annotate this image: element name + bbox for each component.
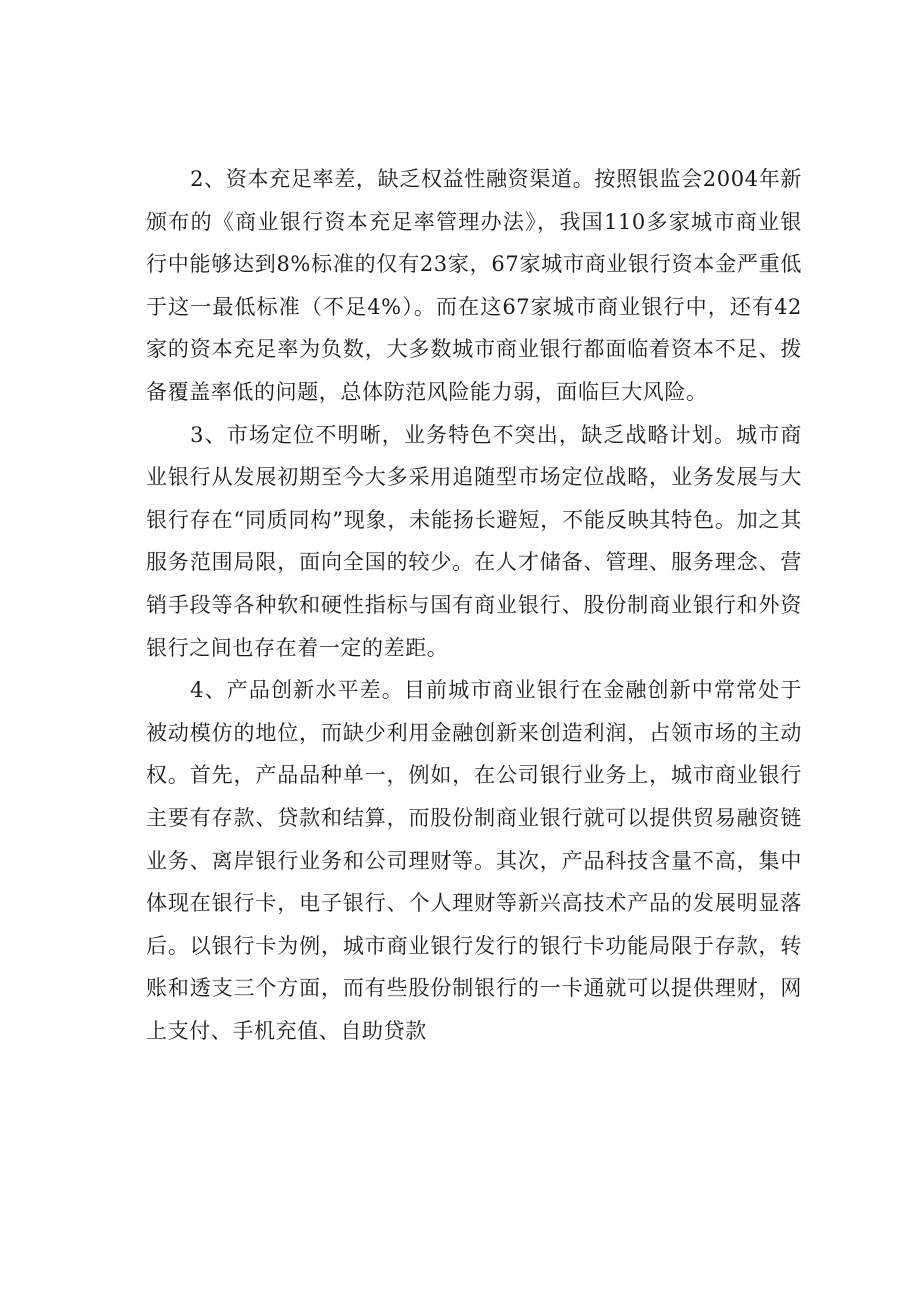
paragraph-product-innovation: 4、产品创新水平差。目前城市商业银行在金融创新中常常处于被动模仿的地位，而缺少利用金融创新来创造利润，占领市场的主动权。首先，产品品种单一，例如，在公司银行业务上，城市商业银行主要有存款、贷款和结算，而股份制商业银行就可以提供贸易融资链业务、离岸银行业务和公司理财等。其次，产品科技含量不高，集中体现在银行卡，电子银行、个人理财等新兴高技术产品的发展明显落后。以银行卡为例，城市商业银行发行的银行卡功能局限于存款，转账和透支三个方面，而有些股份制银行的一卡通就可以提供理财，网上支付、手机充值、自助贷款 xyxy=(146,678,802,1043)
paragraph-market-positioning: 3、市场定位不明晰，业务特色不突出，缺乏战略计划。城市商业银行从发展初期至今大多采用追随型市场定位战略，业务发展与大银行存在“同质同构”现象，未能扬长避短，不能反映其特色。加之其服务范围局限，面向全国的较少。在人才储备、管理、服务理念、营销手段等各种软和硬性指标与国有商业银行、股份制商业银行和外资银行之间也存在着一定的差距。 xyxy=(146,422,802,660)
document-body xyxy=(146,158,802,1052)
paragraph-capital-adequacy: 2、资本充足率差，缺乏权益性融资渠道。按照银监会2004年新颁布的《商业银行资本充足率管理办法》，我国110多家城市商业银行中能够达到8%标准的仅有23家，67家城市商业银行资本金严重低于这一最低标准（不足4%）。而在这67家城市商业银行中，还有42家的资本充足率为负数，大多数城市商业银行都面临着资本不足、拨备覆盖率低的问题，总体防范风险能力弱，面临巨大风险。 xyxy=(146,167,802,404)
